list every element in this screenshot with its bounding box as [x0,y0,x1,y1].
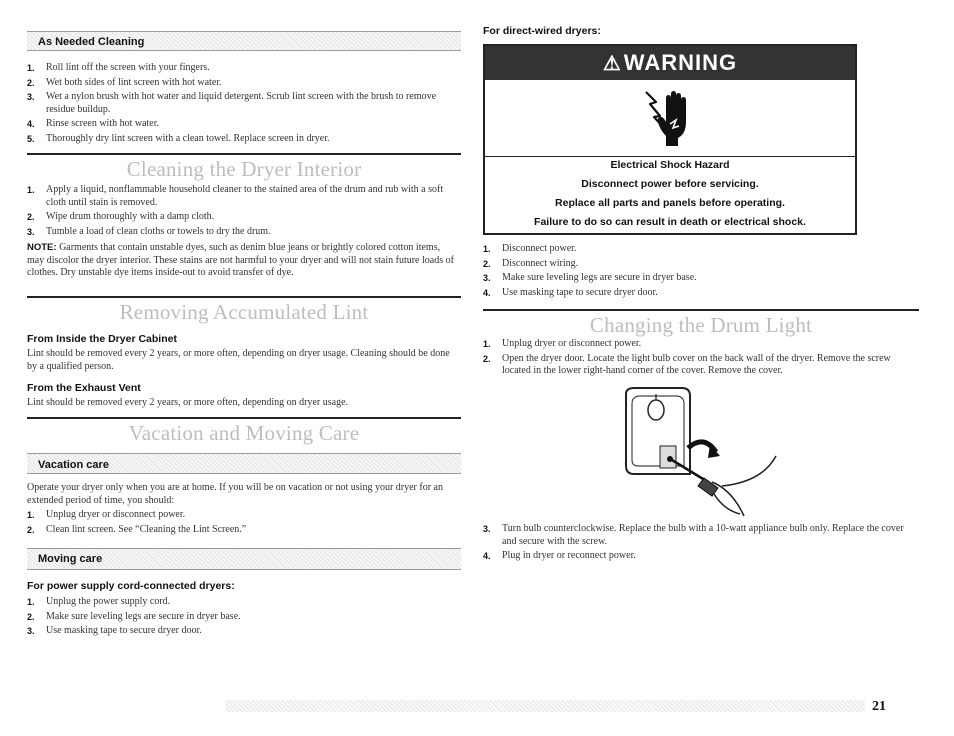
list-item: 4. Use masking tape to secure dryer door. [483,286,658,298]
warning-line: Failure to do so can result in death or electrical shock. [534,216,806,228]
interior-steps [27,184,461,240]
direct-wired-steps [483,243,919,301]
list-item: 2. Open the dryer door. Locate the light bulb cover on the back wall of the dryer. Remove the screw located in the lower right-hand corner of the cover. Remove the cover. [483,352,891,376]
cleaning-interior-title: Cleaning the Dryer Interior [126,157,362,181]
list-item: 2. Disconnect wiring. [483,257,579,269]
interior-note: NOTE: Garments that contain unstable dyes, such as denim blue jeans or brightly colored cotton items, may discolor the dryer interior. These stains are not harmful to your dryer and will not stain future loads of clothes. Dry unstable dye items inside-out to avoid transfer of dye. [27,242,454,278]
drum-light-steps-b [483,523,919,565]
drum-light-title: Changing the Drum Light [589,313,813,337]
section-divider [27,153,461,155]
section-divider [27,417,461,419]
vacation-moving-title: Vacation and Moving Care [128,421,360,445]
section-divider [27,296,461,298]
list-item: 1. Roll lint off the screen with your fingers. [27,62,210,73]
drum-light-illustration [612,386,782,521]
warning-banner: ⚠WARNING [485,46,855,80]
list-item: 3. Wet a nylon brush with hot water and liquid detergent. Scrub lint screen with the brush to remove residue buildup. [27,91,437,115]
as-needed-steps [27,62,461,147]
list-item: 4. Rinse screen with hot water. [27,118,160,129]
warning-line: Disconnect power before servicing. [581,178,759,190]
cord-connected-heading: For power supply cord-connected dryers: [27,580,235,592]
list-item: 1. Unplug dryer or disconnect power. [483,338,642,349]
drum-light-steps-a [483,338,919,380]
list-item: 3. Use masking tape to secure dryer door. [27,625,202,636]
warning-line: Replace all parts and panels before operating. [555,197,785,209]
list-item: 2. Clean lint screen. See “Cleaning the Lint Screen.” [27,523,247,535]
vacation-text: Operate your dryer only when you are at home. If you will be on vacation or not using your dryer for an extended period of time, you should: [27,482,443,506]
list-item: 3. Turn bulb counterclockwise. Replace the bulb with a 10-watt appliance bulb only. Replace the cover and secure with the screw. [483,523,904,547]
warning-hazard: Electrical Shock Hazard [610,159,730,171]
cabinet-heading: From Inside the Dryer Cabinet [27,333,177,345]
warning-triangle-icon: ⚠ [602,53,622,75]
page-number: 21 [872,699,886,714]
removing-lint-title: Removing Accumulated Lint [119,300,369,324]
warning-box [483,44,857,235]
section-divider [483,309,919,311]
vacation-steps [27,509,461,538]
direct-wired-heading: For direct-wired dryers: [483,25,601,37]
list-item: 2. Make sure leveling legs are secure in dryer base. [27,610,241,622]
electric-shock-hand-icon [640,88,700,150]
exhaust-vent-heading: From the Exhaust Vent [27,382,141,394]
list-item: 2. Wipe drum thoroughly with a damp cloth. [27,211,215,222]
warning-divider [485,156,855,157]
vacation-care-heading: Vacation care [27,453,461,474]
list-item: 3. Tumble a load of clean cloths or towels to dry the drum. [27,225,271,237]
cabinet-text: Lint should be removed every 2 years, or more often, depending on dryer usage. Cleaning should be done by a qualified person. [27,348,450,372]
moving-care-heading: Moving care [27,548,461,570]
list-item: 1. Apply a liquid, nonflammable household cleaner to the stained area of the drum and rub with a soft cloth until stain is removed. [27,184,444,208]
exhaust-vent-text: Lint should be removed every 2 years, or more often, depending on dryer usage. [27,397,349,408]
list-item: 1. Disconnect power. [483,243,577,254]
list-item: 5. Thoroughly dry lint screen with a clean towel. Replace screen in dryer. [27,132,330,144]
list-item: 1. Unplug the power supply cord. [27,596,171,607]
cord-steps [27,596,461,640]
footer-bar [225,700,865,712]
list-item: 2. Wet both sides of lint screen with hot water. [27,76,222,88]
list-item: 3. Make sure leveling legs are secure in dryer base. [483,272,697,283]
list-item: 1. Unplug dryer or disconnect power. [27,509,186,520]
list-item: 4. Plug in dryer or reconnect power. [483,550,636,561]
as-needed-cleaning-heading: As Needed Cleaning [27,31,461,51]
